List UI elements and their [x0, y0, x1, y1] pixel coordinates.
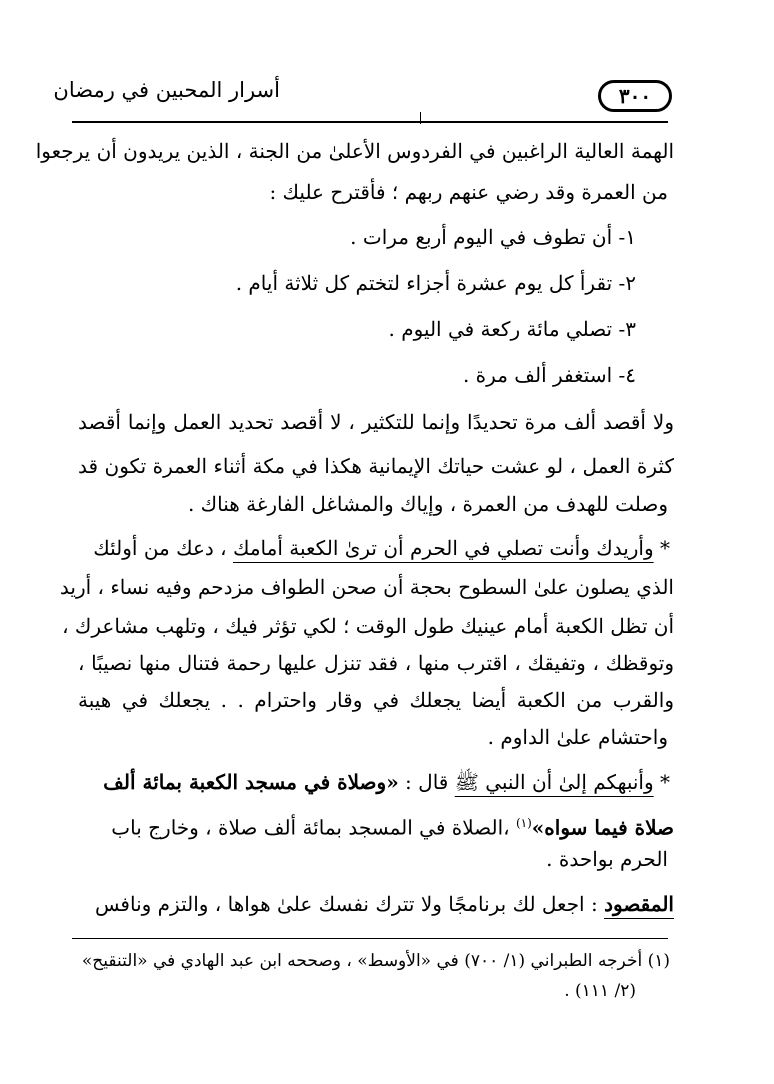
- bullet-star: *: [653, 536, 670, 560]
- list-item: ٣- تصلي مائة ركعة في اليوم .: [388, 317, 636, 341]
- text-line: الهمة العالية الراغبين في الفردوس الأعلىٰ من الجنة ، الذين يريدون أن يرجعوا: [35, 139, 674, 163]
- list-item: ٤- استغفر ألف مرة .: [462, 363, 636, 387]
- hadith-quote: صلاة فيما سواه»: [531, 815, 674, 840]
- label-maqsud: المقصود: [604, 892, 674, 916]
- text-line: واحتشام علىٰ الداوم .: [487, 725, 668, 749]
- text-line: [74, 767, 670, 797]
- list-item: ٢- تقرأ كل يوم عشرة أجزاء لتختم كل ثلاثة أيام .: [235, 271, 636, 295]
- text-line: كثرة العمل ، لو عشت حياتك الإيمانية هكذا في مكة أثناء العمرة تكون قد: [78, 454, 674, 478]
- text-line: الحرم بواحدة .: [546, 847, 668, 871]
- text-line: أن تظل الكعبة أمام عينيك طول الوقت ؛ لكي تؤثر فيك ، وتلهب مشاعرك ،: [62, 614, 674, 638]
- text-line: ولا أقصد ألف مرة تحديدًا وإنما للتكثير ، لا أقصد تحديد العمل وإنما أقصد: [78, 410, 674, 434]
- underlined-phrase: وأنبهكم إلىٰ أن النبي ﷺ: [454, 770, 654, 794]
- page-number-badge: [598, 80, 672, 112]
- underlined-phrase: وأريدك وأنت تصلي في الحرم أن ترىٰ الكعبة أمامك: [232, 536, 654, 560]
- footnote-line: (٢/ ١١١) .: [564, 981, 636, 1001]
- text-line: والقرب من الكعبة أيضا يجعلك في وقار واحترام . . يجعلك في هيبة: [78, 688, 674, 712]
- header-rule: [72, 121, 668, 123]
- footnote-rule: [72, 938, 668, 939]
- footnote-line: (١) أخرجه الطبراني (١/ ٧٠٠) في «الأوسط» ، وصححه ابن عبد الهادي في «التنقيح»: [81, 951, 670, 971]
- page-number: ٣٠٠: [618, 84, 652, 108]
- footnote-ref: (١): [515, 816, 532, 830]
- hadith-quote: «وصلاة في مسجد الكعبة بمائة ألف: [103, 770, 399, 794]
- bullet-star: *: [653, 770, 670, 794]
- text-line: الذي يصلون علىٰ السطوح بحجة أن صحن الطواف مزدحم وفيه نساء ، أريد: [59, 575, 674, 599]
- text-segment: ،الصلاة في المسجد بمائة ألف صلاة ، وخارج باب: [111, 815, 516, 840]
- text-segment: قال :: [398, 770, 455, 794]
- text-line: [78, 808, 674, 843]
- text-segment: ، دعك من أولئك: [93, 536, 233, 560]
- text-line: [78, 533, 670, 563]
- list-item: ١- أن تطوف في اليوم أربع مرات .: [350, 225, 636, 249]
- text-segment: : اجعل لك برنامجًا ولا تترك نفسك علىٰ هواها ، والتزم ونافس: [94, 892, 605, 916]
- running-header-title: أسرار المحبين في رمضان: [53, 78, 280, 102]
- text-line: وتوقظك ، وتفيقك ، اقترب منها ، فقد تنزل عليها رحمة فتنال منها نصيبًا ،: [78, 651, 674, 675]
- text-line: من العمرة وقد رضي عنهم ربهم ؛ فأقترح عليك :: [269, 180, 668, 204]
- text-line: وصلت للهدف من العمرة ، وإياك والمشاغل الفارغة هناك .: [187, 492, 668, 516]
- text-line: [78, 889, 674, 919]
